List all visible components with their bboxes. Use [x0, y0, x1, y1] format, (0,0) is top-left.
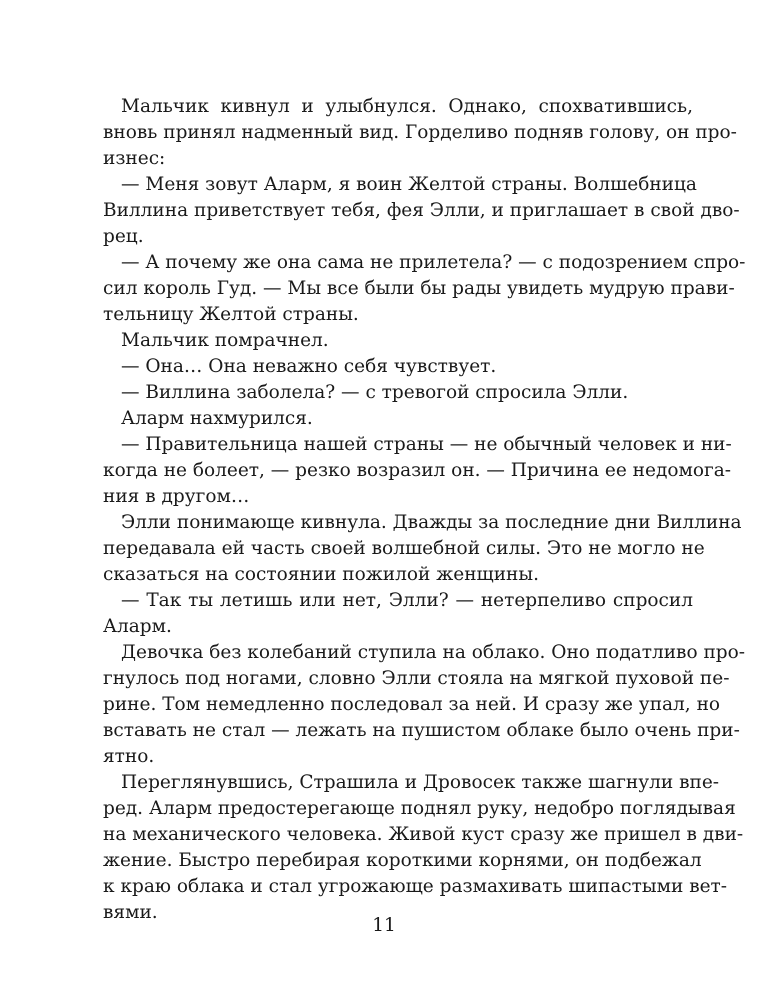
text-line: на механического человека. Живой куст сразу же пришел в дви- — [103, 824, 744, 845]
text-line: рец. — [103, 226, 144, 247]
text-line: передавала ей часть своей волшебной силы. Это не могло не — [103, 538, 705, 559]
text-line: — Так ты летишь или нет, Элли? — нетерпеливо спросил — [121, 590, 693, 611]
text-line: когда не болеет, — резко возразил он. — Причина ее недомога- — [103, 460, 731, 481]
text-line: — Виллина заболела? — с тревогой спросила Элли. — [121, 382, 629, 403]
body-text — [103, 94, 746, 926]
text-line: сказаться на состоянии пожилой женщины. — [103, 564, 539, 585]
page-number: 11 — [372, 915, 396, 936]
text-line: вставать не стал — лежать на пушистом облаке было очень при- — [103, 720, 740, 741]
text-line: Элли понимающе кивнула. Дважды за последние дни Виллина — [121, 512, 742, 533]
text-line: Мальчик помрачнел. — [121, 330, 329, 351]
text-line: Девочка без колебаний ступила на облако. Оно податливо про- — [121, 642, 746, 663]
text-line: сил король Гуд. — Мы все были бы рады увидеть мудрую прави- — [103, 278, 735, 299]
text-line: Аларм. — [103, 616, 172, 637]
text-line: Переглянувшись, Страшила и Дровосек также шагнули впе- — [121, 772, 720, 793]
text-line: к краю облака и стал угрожающе размахивать шипастыми вет- — [103, 876, 728, 897]
text-line: Аларм нахмурился. — [121, 408, 313, 429]
text-line: Мальчик кивнул и улыбнулся. Однако, спохватившись, — [121, 96, 693, 117]
text-line: ятно. — [103, 746, 155, 767]
text-line: — А почему же она сама не прилетела? — с подозрением спро- — [121, 252, 746, 273]
text-line: изнес: — [103, 148, 166, 169]
text-line: тельницу Желтой страны. — [103, 304, 359, 325]
text-line: — Меня зовут Аларм, я воин Желтой страны. Волшебница — [121, 174, 697, 195]
text-line: вями. — [103, 902, 158, 923]
text-line: вновь принял надменный вид. Горделиво подняв голову, он про- — [103, 122, 737, 143]
text-line: — Правительница нашей страны — не обычный человек и ни- — [121, 434, 732, 455]
text-line: рине. Том немедленно последовал за ней. И сразу же упал, но — [103, 694, 721, 715]
text-line: Виллина приветствует тебя, фея Элли, и приглашает в свой дво- — [103, 200, 740, 221]
text-line: жение. Быстро перебирая короткими корнями, он подбежал — [103, 850, 702, 871]
text-line: ред. Аларм предостерегающе поднял руку, недобро поглядывая — [103, 798, 736, 819]
text-line: ния в другом… — [103, 486, 250, 507]
text-line: гнулось под ногами, словно Элли стояла на мягкой пуховой пе- — [103, 668, 730, 689]
text-line: — Она… Она неважно себя чувствует. — [121, 356, 497, 377]
